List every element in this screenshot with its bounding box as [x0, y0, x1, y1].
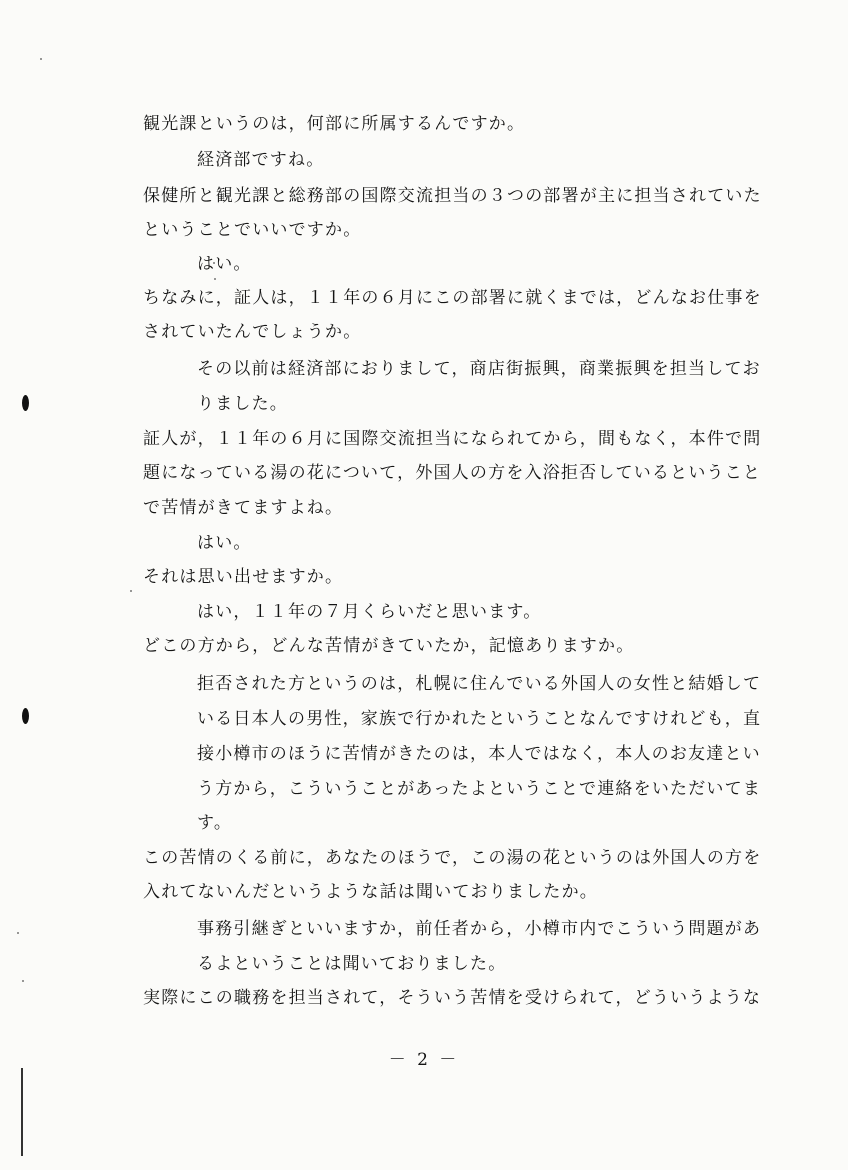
question-line: 証人が，１１年の６月に国際交流担当になられてから，間もなく，本件で問 — [143, 429, 762, 449]
question-line: どこの方から，どんな苦情がきていたか，記憶ありますか。 — [143, 636, 635, 656]
scan-speck — [130, 590, 132, 592]
scan-speck — [17, 932, 19, 934]
question-line: 実際にこの職務を担当されて，そういう苦情を受けられて，どういうような — [143, 988, 762, 1008]
question-line: されていたんでしょうか。 — [143, 322, 362, 342]
answer-line: す。 — [197, 813, 233, 833]
question-line: 題になっている湯の花について，外国人の方を入浴拒否しているということ — [143, 463, 762, 483]
scan-edge-line — [21, 1068, 23, 1156]
punch-hole-mark — [22, 395, 29, 411]
answer-line: はい。 — [197, 533, 252, 553]
answer-line: 経済部ですね。 — [197, 150, 325, 170]
answer-line: その以前は経済部におりまして，商店街振興，商業振興を担当してお — [197, 359, 761, 379]
scan-speck — [40, 58, 42, 60]
scan-speck — [22, 980, 24, 982]
answer-line: るよということは聞いておりました。 — [197, 954, 507, 974]
answer-line: りました。 — [197, 394, 288, 414]
punch-hole-mark — [22, 708, 29, 724]
question-line: 観光課というのは，何部に所属するんですか。 — [143, 114, 526, 134]
page-number: － 2 － — [388, 1050, 460, 1070]
question-line: 保健所と観光課と総務部の国際交流担当の３つの部署が主に担当されていた — [143, 186, 762, 206]
answer-line: 拒否された方というのは，札幌に住んでいる外国人の女性と結婚して — [197, 674, 762, 694]
question-line: この苦情のくる前に，あなたのほうで，この湯の花というのは外国人の方を — [143, 848, 762, 868]
scan-speck — [214, 278, 216, 280]
question-line: ということでいいですか。 — [143, 220, 362, 240]
question-line: ちなみに，証人は，１１年の６月にこの部署に就くまでは，どんなお仕事を — [143, 288, 762, 308]
answer-line: はい，１１年の７月くらいだと思います。 — [197, 602, 542, 622]
question-line: 入れてないんだというような話は聞いておりましたか。 — [143, 882, 598, 902]
answer-line: 接小樽市のほうに苦情がきたのは，本人ではなく，本人のお友達とい — [197, 744, 761, 764]
answer-line: 事務引継ぎといいますか，前任者から，小樽市内でこういう問題があ — [197, 919, 762, 939]
question-line: で苦情がきてますよね。 — [143, 498, 344, 518]
answer-line: はい。 — [197, 254, 252, 274]
question-line: それは思い出せますか。 — [143, 567, 344, 587]
answer-line: いる日本人の男性，家族で行かれたということなんですけれども，直 — [197, 709, 762, 729]
answer-line: う方から，こういうことがあったよということで連絡をいただいてま — [197, 779, 762, 799]
